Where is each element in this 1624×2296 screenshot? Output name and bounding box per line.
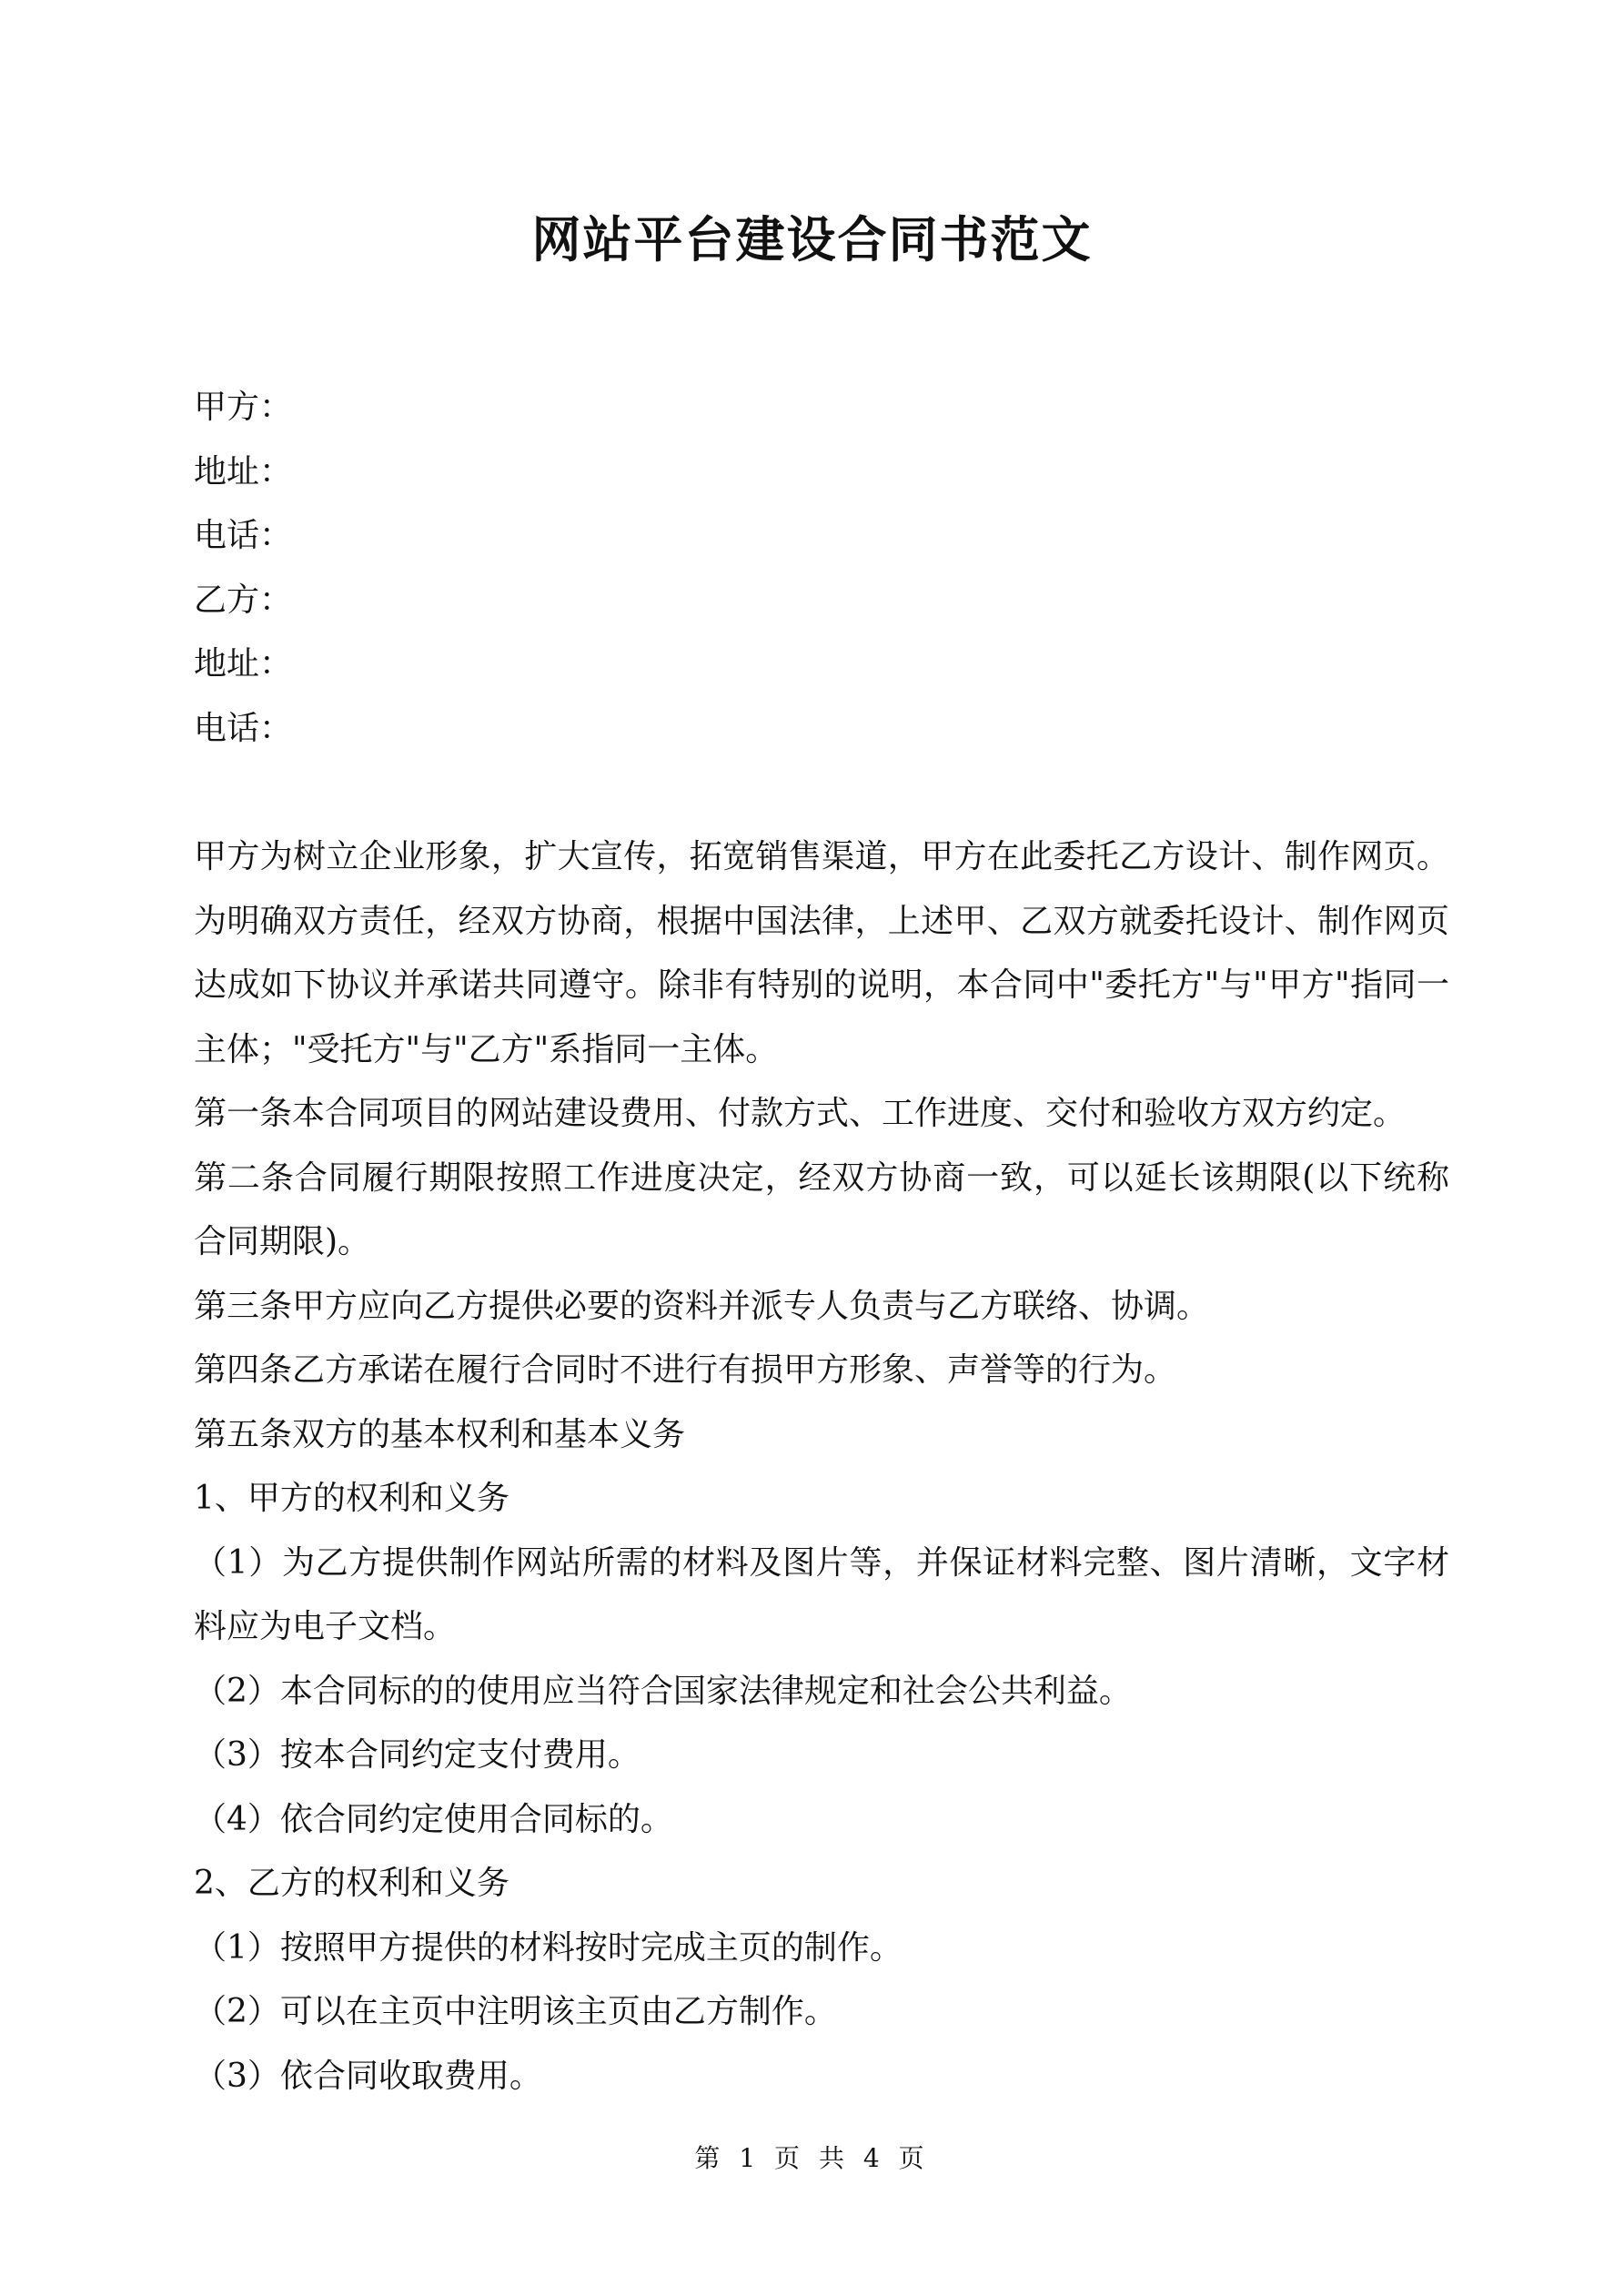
contract-body [194, 825, 1449, 2109]
party-a-item-3: （3）按本合同约定支付费用。 [194, 1736, 641, 1774]
party-b-rights-heading: 2、乙方的权利和义务 [194, 1865, 509, 1902]
party-b-item-2: （2）可以在主页中注明该主页由乙方制作。 [194, 1993, 837, 2030]
party-a-item-1: （1）为乙方提供制作网站所需的材料及图片等，并保证材料完整、图片清晰，文字材料应为电子文档。 [194, 1543, 1449, 1645]
article-2: 第二条合同履行期限按照工作进度决定，经双方协商一致，可以延长该期限(以下统称合同期限)。 [194, 1158, 1449, 1260]
article-1: 第一条本合同项目的网站建设费用、付款方式、工作进度、交付和验收方双方约定。 [194, 1095, 1407, 1132]
document-title: 网站平台建设合同书范文 [531, 210, 1093, 268]
party-b-address-label: 地址： [194, 645, 293, 683]
article-3: 第三条甲方应向乙方提供必要的资料并派专人负责与乙方联络、协调。 [194, 1287, 1210, 1325]
party-a-address-label: 地址： [194, 452, 293, 491]
party-b-item-1: （1）按照甲方提供的材料按时完成主页的制作。 [194, 1928, 903, 1967]
intro-paragraph: 甲方为树立企业形象，扩大宣传，拓宽销售渠道，甲方在此委托乙方设计、制作网页。为明确双方责任，经双方协商，根据中国法律，上述甲、乙双方就委托设计、制作网页达成如下协议并承诺共同遵守。除非有特别的说明，本合同中"委托方"与"甲方"指同一主体；"受托方"与"乙方"系指同一主体。 [194, 838, 1449, 1068]
page-footer: 第 1 页 共 4 页 [694, 2143, 930, 2173]
party-a-item-2: （2）本合同标的的使用应当符合国家法律规定和社会公共利益。 [194, 1672, 1132, 1710]
party-a-rights-heading: 1、甲方的权利和义务 [194, 1480, 509, 1517]
party-b-phone-label: 电话： [194, 709, 293, 747]
article-5-heading: 第五条双方的基本权利和基本义务 [194, 1415, 686, 1453]
article-4: 第四条乙方承诺在履行合同时不进行有损甲方形象、声誉等的行为。 [194, 1351, 1177, 1389]
party-b-label: 乙方： [194, 581, 293, 619]
party-a-label: 甲方： [194, 389, 293, 426]
party-a-phone-label: 电话： [194, 517, 293, 554]
party-b-item-3: （3）依合同收取费用。 [194, 2057, 542, 2095]
parties-block [194, 376, 1449, 761]
party-a-item-4: （4）依合同约定使用合同标的。 [194, 1800, 673, 1838]
